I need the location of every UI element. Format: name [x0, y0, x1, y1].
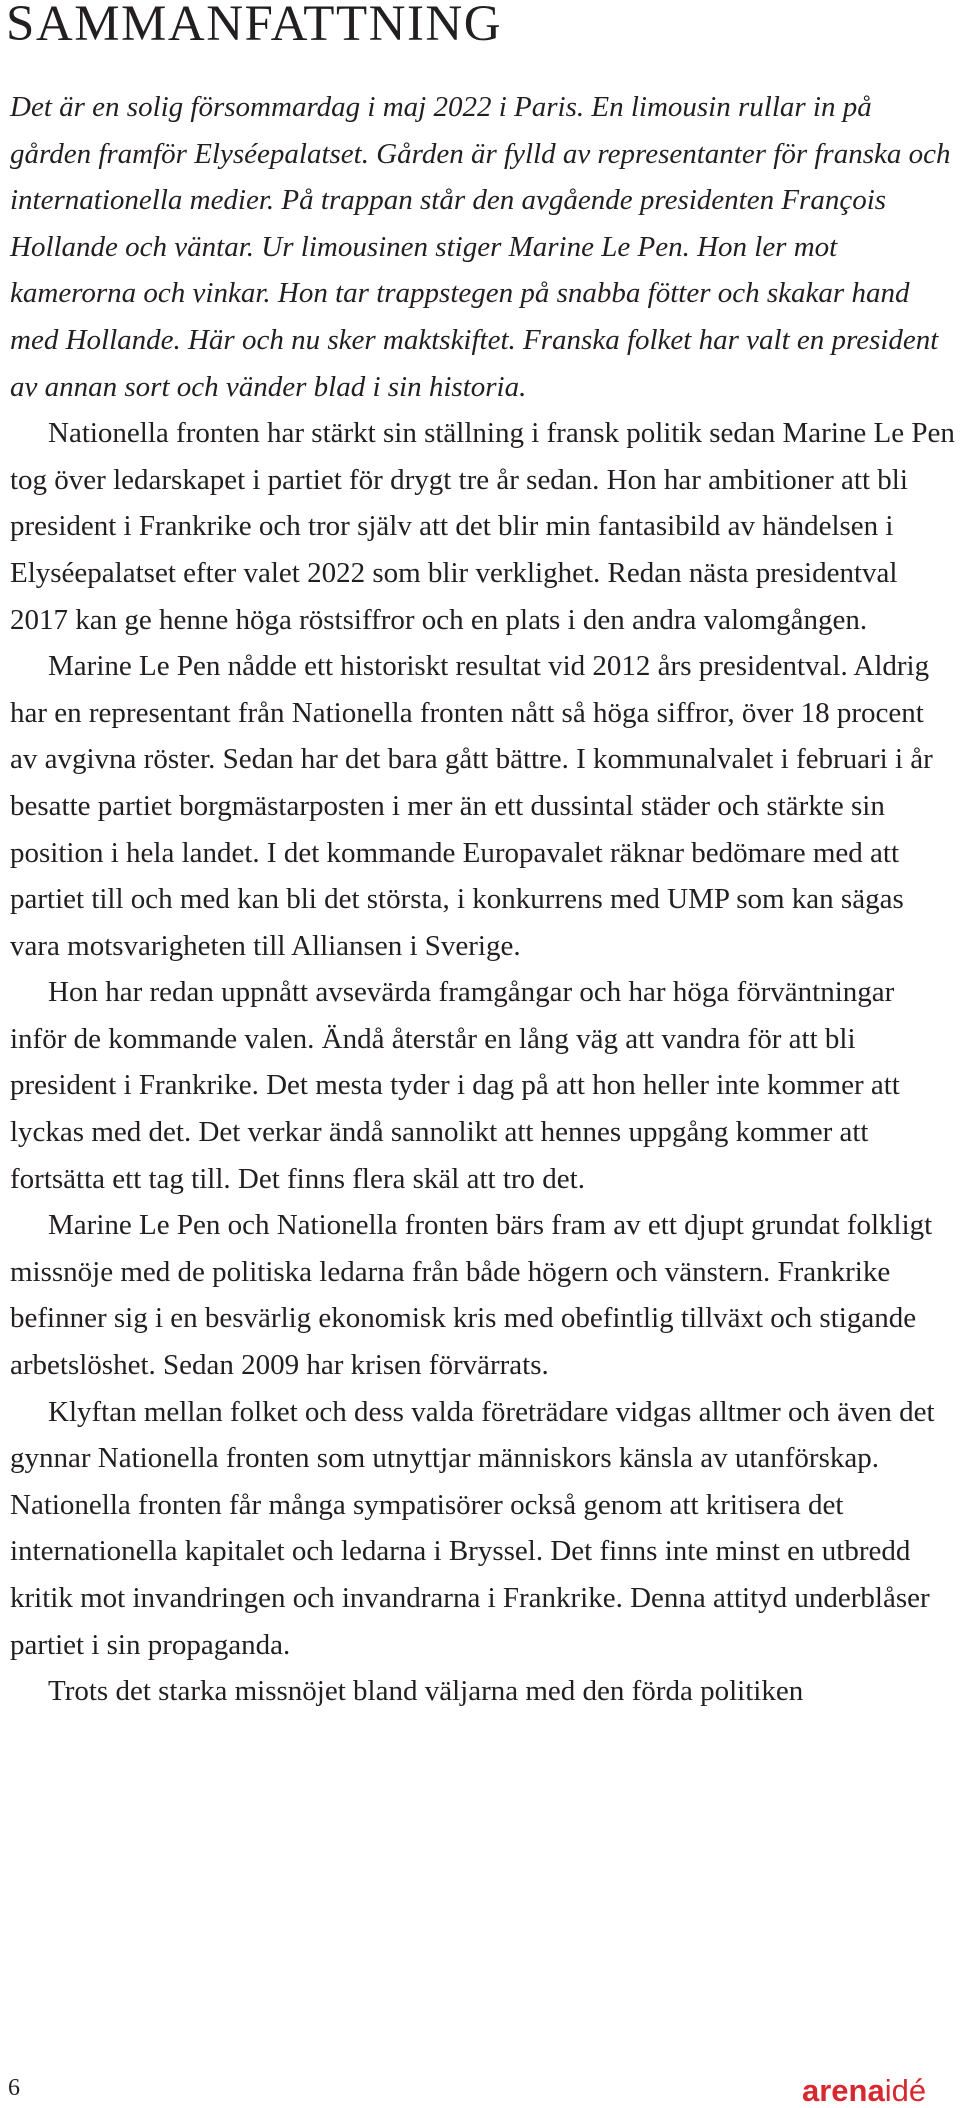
body-text: [10, 84, 956, 1715]
body-paragraph: Hon har redan uppnått avsevärda framgångar och har höga förväntningar inför de kommande valen. Ändå återstår en lång väg att vandra för att bli president i Frankrike. Det mesta tyder i dag på att hon heller inte kommer att lyckas med det. Det verkar ändå sannolikt att hennes uppgång kommer att fortsätta ett tag till. Det finns flera skäl att tro det.: [10, 976, 900, 1195]
intro-paragraph: Det är en solig försommardag i maj 2022 i Paris. En limousin rullar in på gården framför Elyséepalatset. Gården är fylld av representanter för franska och internationella medier. På trappan står den avgående presidenten François Hollande och väntar. Ur limousinen stiger Marine Le Pen. Hon ler mot kamerorna och vinkar. Hon tar trappstegen på snabba fötter och skakar hand med Hollande. Här och nu sker maktskiftet. Franska folket har valt en president av annan sort och vänder blad i sin historia.: [10, 91, 951, 403]
logo-text-bold: arena: [802, 2073, 885, 2108]
logo-text-light: idé: [884, 2073, 927, 2108]
page-title: SAMMANFATTNING: [6, 0, 503, 52]
arena-ide-logo: [802, 2074, 926, 2108]
body-paragraph: Trots det starka missnöjet bland väljarna med den förda politiken: [48, 1675, 804, 1708]
body-paragraph: Klyftan mellan folket och dess valda företrädare vidgas alltmer och även det gynnar Nationella fronten som utnyttjar människors känsla av utanförskap. Nationella fronten får många sympatisörer också genom att kritisera det internationella kapitalet och ledarna i Bryssel. Det finns inte minst en utbredd kritik mot invandringen och invandrarna i Frankrike. Denna attityd underblåser partiet i sin propaganda.: [10, 1395, 935, 1661]
page-number: 6: [8, 2075, 20, 2101]
body-paragraph: Marine Le Pen och Nationella fronten bärs fram av ett djupt grundat folkligt missnöje med de politiska ledarna från både högern och vänstern. Frankrike befinner sig i en besvärlig ekonomisk kris med obefintlig tillväxt och stigande arbetslöshet. Sedan 2009 har krisen förvärrats.: [10, 1209, 933, 1382]
body-paragraph: Marine Le Pen nådde ett historiskt resultat vid 2012 års presidentval. Aldrig har en representant från Nationella fronten nått så höga siffror, över 18 procent av avgivna röster. Sedan har det bara gått bättre. I kommunalvalet i februari i år besatte partiet borgmästarposten i mer än ett dussintal städer och stärkte sin position i hela landet. I det kommande Europavalet räknar bedömare med att partiet till och med kan bli det största, i konkurrens med UMP som kan sägas vara motsvarigheten till Alliansen i Sverige.: [10, 650, 933, 962]
body-paragraph: Nationella fronten har stärkt sin ställning i fransk politik sedan Marine Le Pen tog över ledarskapet i partiet för drygt tre år sedan. Hon har ambitioner att bli president i Frankrike och tror själv att det blir min fantasibild av händelsen i Elyséepalatset efter valet 2022 som blir verklighet. Redan nästa presidentval 2017 kan ge henne höga röstsiffror och en plats i den andra valomgången.: [10, 417, 955, 636]
